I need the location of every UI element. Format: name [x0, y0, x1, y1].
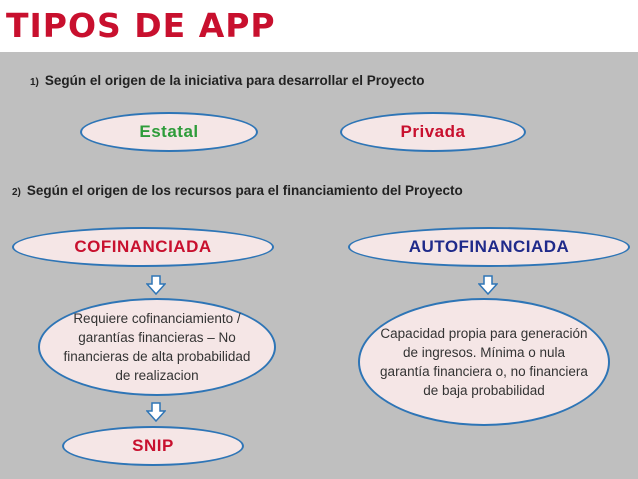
- section1-number: 1): [30, 77, 39, 88]
- page-title: TIPOS DE APP: [6, 6, 276, 45]
- cofinanciada-description: Requiere cofinanciamiento / garantías financieras – No financieras de alta probabilidad de realizacion: [38, 298, 276, 396]
- estatal-node: Estatal: [80, 112, 258, 152]
- down-arrow-icon: [146, 275, 166, 295]
- down-arrow-icon: [146, 402, 166, 422]
- section2-text: Según el origen de los recursos para el financiamiento del Proyecto: [26, 183, 463, 198]
- autofinanciada-node: AUTOFINANCIADA: [348, 227, 630, 267]
- snip-node: SNIP: [62, 426, 244, 466]
- section2-heading: [12, 183, 463, 198]
- section2-number: 2): [12, 187, 21, 198]
- header: [0, 0, 638, 52]
- cofinanciada-node: COFINANCIADA: [12, 227, 274, 267]
- section1-heading: [30, 73, 425, 88]
- down-arrow-icon: [478, 275, 498, 295]
- privada-node: Privada: [340, 112, 526, 152]
- section1-text: Según el origen de la iniciativa para desarrollar el Proyecto: [44, 73, 425, 88]
- autofinanciada-description: Capacidad propia para generación de ingresos. Mínima o nula garantía financiera o, no financiera de baja probabilidad: [358, 298, 610, 426]
